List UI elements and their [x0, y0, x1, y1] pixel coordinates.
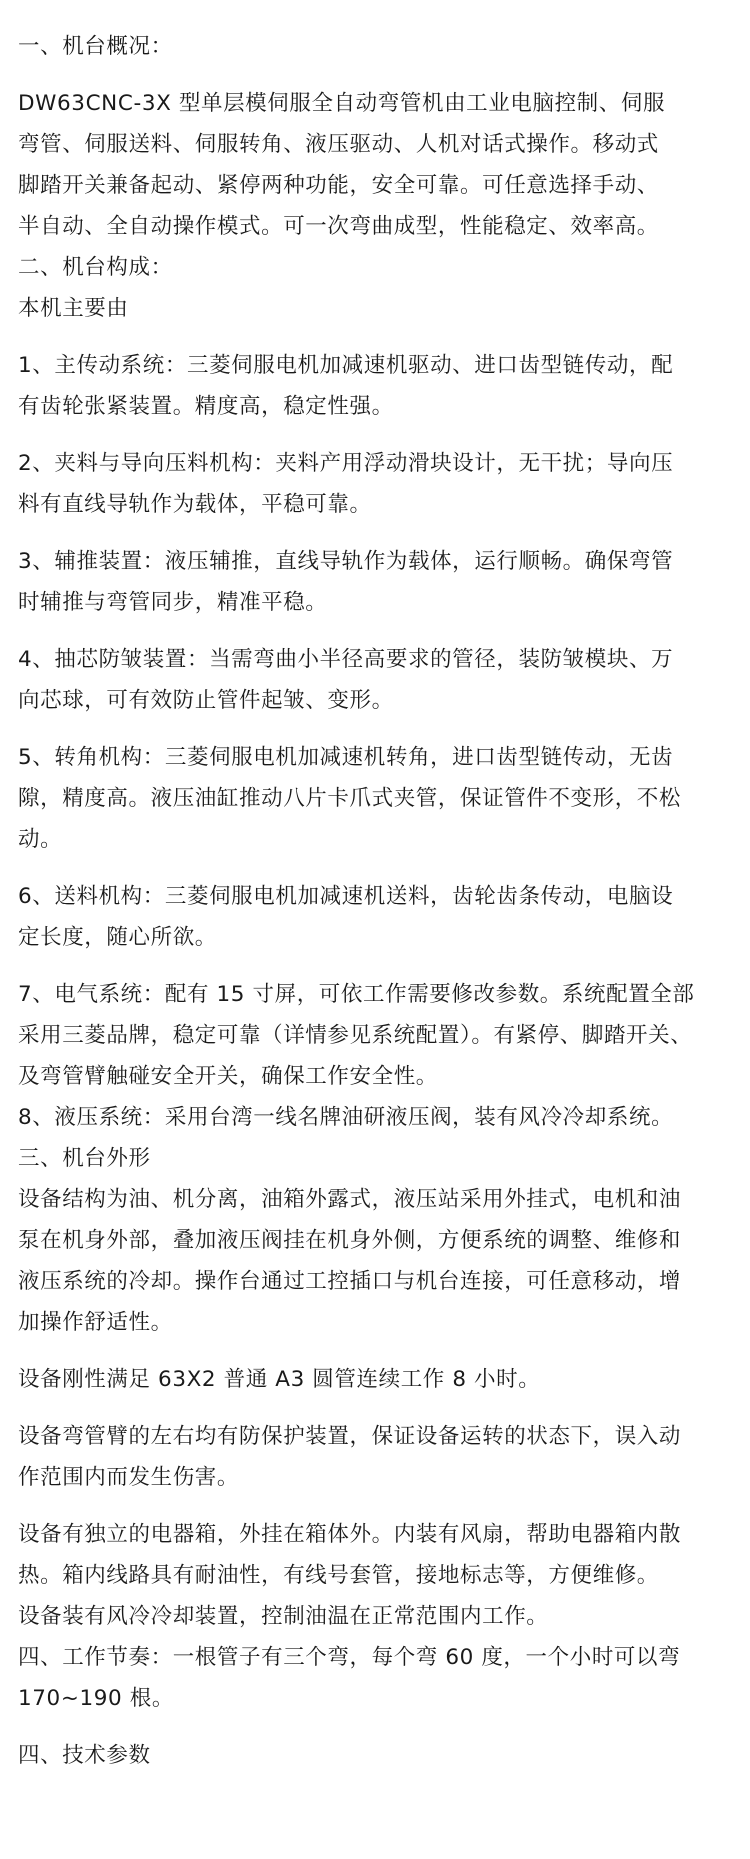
paragraph-protection [18, 1416, 736, 1498]
text-line: 四、技术参数 [18, 1743, 151, 1768]
item-anti-wrinkle [18, 639, 736, 721]
paragraph-electrical-box [18, 1514, 736, 1596]
text-line: 隙，精度高。液压油缸推动八片卡爪式夹管，保证管件不变形，不松 [18, 786, 682, 811]
item-feeding [18, 876, 736, 958]
text-line: 设备弯管臂的左右均有防保护装置，保证设备运转的状态下，误入动 [18, 1424, 682, 1449]
document-body [18, 26, 736, 1776]
text-line: 向芯球，可有效防止管件起皱、变形。 [18, 688, 394, 713]
item-rotation [18, 737, 736, 860]
text-line: 作范围内而发生伤害。 [18, 1465, 240, 1490]
item-assist-push [18, 541, 736, 623]
text-line: 加操作舒适性。 [18, 1310, 173, 1335]
item-electrical [18, 974, 736, 1097]
text-line: 三、机台外形 [18, 1146, 151, 1171]
text-line: 设备结构为油、机分离，油箱外露式，液压站采用外挂式，电机和油 [18, 1187, 682, 1212]
text-line: 动。 [18, 827, 63, 852]
heading-tech-params [18, 1735, 736, 1776]
paragraph-overview [18, 83, 736, 247]
heading-appearance [18, 1138, 736, 1179]
text-line: 时辅推与弯管同步，精准平稳。 [18, 590, 328, 615]
text-line: 二、机台构成： [18, 255, 173, 280]
paragraph-cooling [18, 1596, 736, 1637]
text-line: 弯管、伺服送料、伺服转角、液压驱动、人机对话式操作。移动式 [18, 132, 659, 157]
text-line: 设备刚性满足 63X2 普通 A3 圆管连续工作 8 小时。 [18, 1367, 541, 1392]
item-hydraulic [18, 1097, 736, 1138]
text-line: 脚踏开关兼备起动、紧停两种功能，安全可靠。可任意选择手动、 [18, 173, 659, 198]
text-line: 6、送料机构：三菱伺服电机加减速机送料，齿轮齿条传动，电脑设 [18, 884, 674, 909]
text-line: DW63CNC-3X 型单层模伺服全自动弯管机由工业电脑控制、伺服 [18, 91, 666, 116]
text-line: 2、夹料与导向压料机构：夹料产用浮动滑块设计，无干扰；导向压 [18, 451, 674, 476]
text-line: 7、电气系统：配有 15 寸屏，可依工作需要修改参数。系统配置全部 [18, 982, 695, 1007]
text-line: 热。箱内线路具有耐油性，有线号套管，接地标志等，方便维修。 [18, 1563, 659, 1588]
text-line: 一、机台概况： [18, 34, 173, 59]
heading-composition [18, 247, 736, 288]
text-line: 设备装有风冷冷却装置，控制油温在正常范围内工作。 [18, 1604, 549, 1629]
text-line: 本机主要由 [18, 296, 129, 321]
paragraph-structure [18, 1179, 736, 1343]
text-line: 半自动、全自动操作模式。可一次弯曲成型，性能稳定、效率高。 [18, 214, 659, 239]
text-line: 采用三菱品牌，稳定可靠（详情参见系统配置）。有紧停、脚踏开关、 [18, 1023, 693, 1048]
text-line: 四、工作节奏：一根管子有三个弯，每个弯 60 度，一个小时可以弯 [18, 1645, 681, 1670]
text-line: 3、辅推装置：液压辅推，直线导轨作为载体，运行顺畅。确保弯管 [18, 549, 674, 574]
paragraph-work-rhythm [18, 1637, 736, 1719]
text-line: 定长度，随心所欲。 [18, 925, 217, 950]
text-line: 液压系统的冷却。操作台通过工控插口与机台连接，可任意移动，增 [18, 1269, 682, 1294]
text-line: 170~190 根。 [18, 1686, 174, 1711]
text-line: 4、抽芯防皱装置：当需弯曲小半径高要求的管径，装防皱模块、万 [18, 647, 674, 672]
item-main-drive [18, 345, 736, 427]
text-line: 设备有独立的电器箱，外挂在箱体外。内装有风扇，帮助电器箱内散 [18, 1522, 682, 1547]
paragraph-rigidity [18, 1359, 736, 1400]
item-clamp-guide [18, 443, 736, 525]
text-line: 泵在机身外部，叠加液压阀挂在机身外侧，方便系统的调整、维修和 [18, 1228, 682, 1253]
text-line: 8、液压系统：采用台湾一线名牌油研液压阀，装有风冷冷却系统。 [18, 1105, 674, 1130]
text-line: 5、转角机构：三菱伺服电机加减速机转角，进口齿型链传动，无齿 [18, 745, 674, 770]
text-line: 有齿轮张紧装置。精度高，稳定性强。 [18, 394, 394, 419]
text-line: 及弯管臂触碰安全开关，确保工作安全性。 [18, 1064, 438, 1089]
heading-overview [18, 26, 736, 67]
text-line: 1、主传动系统：三菱伺服电机加减速机驱动、进口齿型链传动，配 [18, 353, 674, 378]
text-line: 料有直线导轨作为载体，平稳可靠。 [18, 492, 372, 517]
paragraph-intro [18, 288, 736, 329]
